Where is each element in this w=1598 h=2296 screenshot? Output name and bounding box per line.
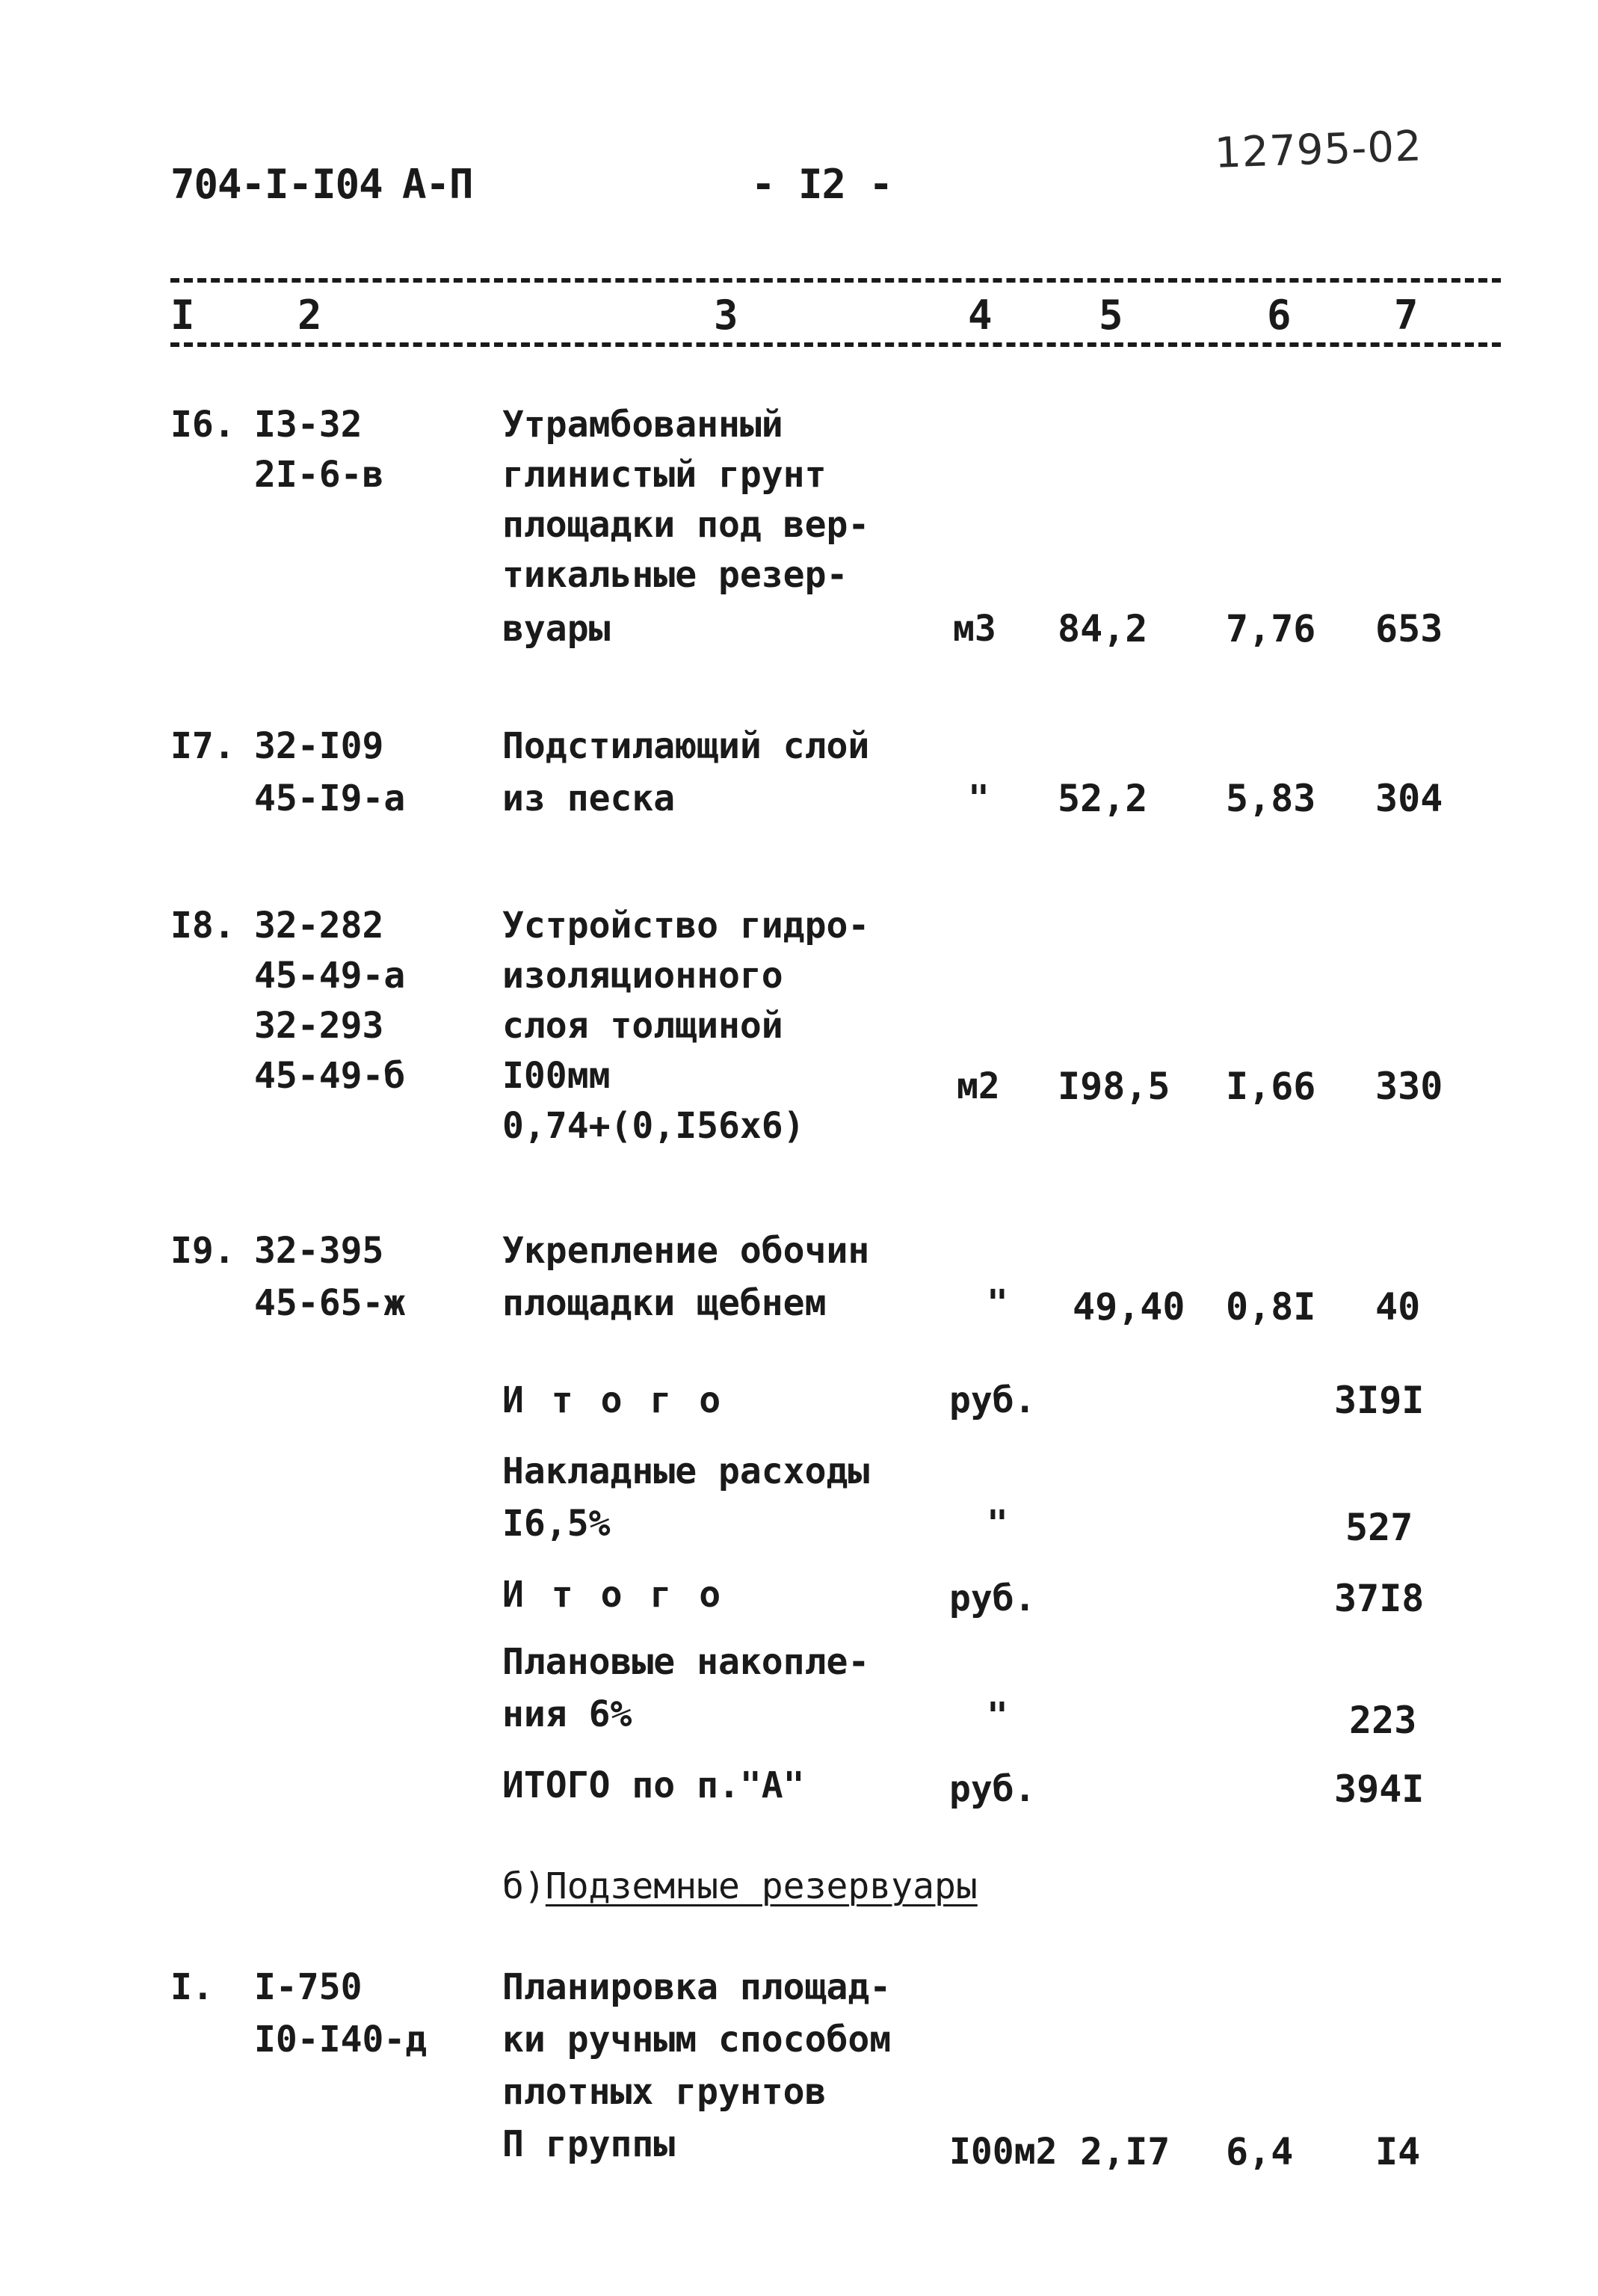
section-heading [502, 1862, 978, 1912]
row-total: 40 [1375, 1285, 1421, 1329]
row-description: изоляционного [502, 955, 783, 997]
row-description: из песка [502, 778, 676, 819]
summary-total: 37I8 [1334, 1577, 1425, 1620]
summary-unit: руб. [949, 1379, 1036, 1421]
row-unit: " [987, 1282, 1008, 1324]
col-1-header: I [170, 292, 195, 339]
section-title: Подземные резервуары [545, 1865, 978, 1907]
row-description: Устройство гидро- [502, 905, 870, 947]
page-number: - I2 - [751, 161, 893, 208]
summary-total: 527 [1345, 1506, 1413, 1549]
col-3-header: 3 [714, 292, 738, 339]
row-total: 653 [1375, 607, 1443, 650]
row-code: 45-49-а [254, 955, 406, 997]
row-number: I. [170, 1966, 214, 2008]
summary-unit: " [987, 1695, 1008, 1737]
summary-total: 3I9I [1334, 1379, 1425, 1422]
row-total: 330 [1375, 1065, 1443, 1108]
row-total: 304 [1375, 777, 1443, 820]
col-7-header: 7 [1394, 292, 1419, 339]
row-quantity: 84,2 [1058, 607, 1148, 650]
summary-label: I6,5% [502, 1503, 611, 1545]
row-unit: м3 [953, 608, 996, 650]
row-description: площадки щебнем [502, 1282, 827, 1324]
row-code: 32-I09 [254, 725, 384, 767]
col-2-header: 2 [297, 292, 322, 339]
row-code: 32-395 [254, 1230, 384, 1272]
row-number: I6. [170, 404, 235, 446]
row-code: 45-49-б [254, 1055, 406, 1097]
row-unit: м2 [957, 1065, 1000, 1107]
summary-label: И т о г о [502, 1574, 724, 1616]
summary-label: ния 6% [502, 1693, 632, 1735]
summary-label: И т о г о [502, 1379, 724, 1421]
row-description: Подстилающий слой [502, 725, 870, 767]
row-price: 6,4 [1226, 2130, 1294, 2173]
row-number: I7. [170, 725, 235, 767]
header-rule-bottom [170, 342, 1501, 347]
row-quantity: 2,I7 [1080, 2130, 1170, 2173]
row-description: площадки под вер- [502, 504, 870, 546]
summary-total: 223 [1349, 1699, 1417, 1742]
row-description: 0,74+(0,I56х6) [502, 1105, 805, 1147]
row-price: 5,83 [1226, 777, 1316, 820]
row-total: I4 [1375, 2130, 1421, 2173]
row-code: 45-I9-а [254, 778, 406, 819]
row-description: Утрамбованный [502, 404, 783, 446]
row-description: ки ручным способом [502, 2019, 892, 2060]
summary-unit: руб. [949, 1578, 1036, 1619]
row-price: 0,8I [1226, 1285, 1316, 1329]
summary-label: Плановые накопле- [502, 1641, 870, 1683]
doc-code: 704-I-I04 [170, 161, 383, 208]
row-description: П группы [502, 2123, 676, 2165]
header-rule-top [170, 278, 1501, 283]
row-code: 32-293 [254, 1005, 384, 1047]
row-description: глинистый грунт [502, 454, 827, 496]
album-code: А-П [402, 161, 473, 208]
row-price: 7,76 [1226, 607, 1316, 650]
row-price: I,66 [1226, 1065, 1316, 1108]
summary-label: ИТОГО по п."А" [502, 1764, 805, 1806]
row-number: I8. [170, 905, 235, 947]
section-prefix: б) [502, 1865, 546, 1907]
row-code: 45-65-ж [254, 1282, 406, 1324]
row-unit: " [968, 778, 990, 819]
row-description: вуары [502, 608, 611, 650]
row-code: 2I-6-в [254, 454, 384, 496]
row-code: I3-32 [254, 404, 363, 446]
row-description: плотных грунтов [502, 2071, 827, 2113]
row-number: I9. [170, 1230, 235, 1272]
summary-unit: руб. [949, 1768, 1036, 1810]
summary-label: Накладные расходы [502, 1450, 870, 1492]
col-4-header: 4 [968, 292, 993, 339]
row-unit: I00м2 [949, 2131, 1058, 2173]
row-description: слоя толщиной [502, 1005, 783, 1047]
row-description: Планировка площад- [502, 1966, 892, 2008]
handwritten-number: 12795-02 [1213, 122, 1423, 178]
summary-unit: " [987, 1503, 1008, 1545]
col-6-header: 6 [1267, 292, 1292, 339]
row-description: Укрепление обочин [502, 1230, 870, 1272]
row-description: тикальные резер- [502, 554, 848, 596]
row-quantity: 49,40 [1073, 1285, 1185, 1329]
row-description: I00мм [502, 1055, 611, 1097]
row-code: I-750 [254, 1966, 363, 2008]
col-5-header: 5 [1099, 292, 1123, 339]
row-quantity: I98,5 [1058, 1065, 1170, 1108]
row-quantity: 52,2 [1058, 777, 1148, 820]
row-code: 32-282 [254, 905, 384, 947]
summary-total: 394I [1334, 1767, 1425, 1811]
row-code: I0-I40-д [254, 2019, 428, 2060]
